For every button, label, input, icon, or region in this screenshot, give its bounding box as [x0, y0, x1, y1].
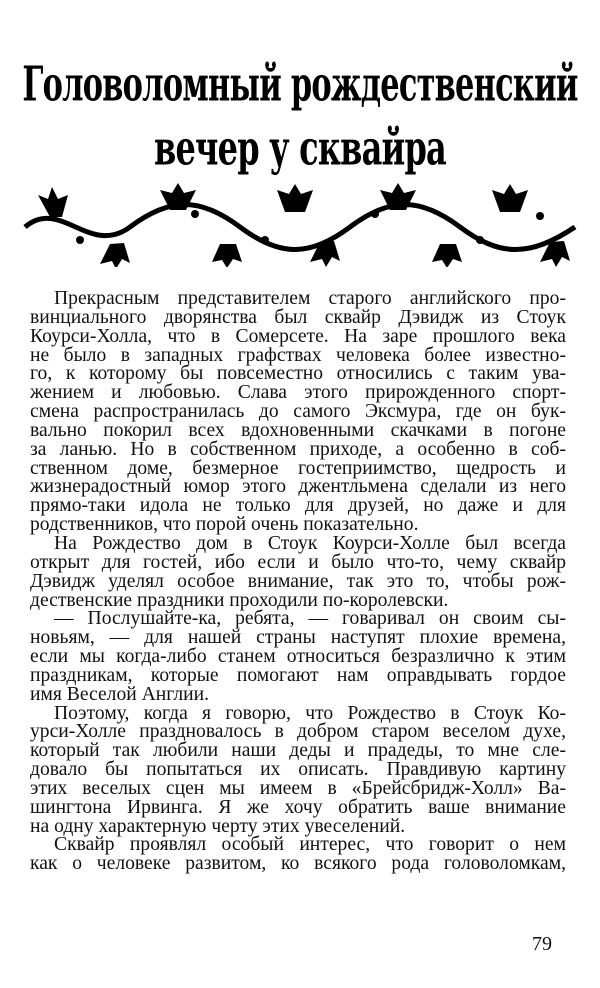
- text-line: Сквайр проявлял особый интерес, что говорит о нем: [54, 834, 566, 856]
- text-line: жением и любовью. Слава этого прирожденного спорт-: [30, 382, 566, 404]
- paragraph: [30, 836, 566, 874]
- text-line: как о человеке развитом, ко всякого рода головоломкам,: [30, 853, 566, 875]
- text-line: не было в западных графствах человека более известно-: [30, 344, 566, 366]
- body-text: [30, 290, 566, 874]
- text-line: вально покорил всех вдохновенными скачками в погоне: [30, 419, 566, 441]
- text-line: открыт для гостей, ибо если и было что-то, чему сквайр: [30, 551, 566, 573]
- text-line: если мы когда-либо станем относиться безразлично к этим: [30, 646, 566, 668]
- text-line: Дэвидж уделял особое внимание, так это то, чтобы рож-: [30, 570, 566, 592]
- text-line: — Послушайте-ка, ребята, — говаривал он своим сы-: [54, 608, 566, 630]
- text-line: прямо-таки идола не только для друзей, но даже и для: [30, 495, 566, 517]
- text-line: жизнерадостный юмор этого джентльмена сделали из него: [30, 476, 566, 498]
- page-number: 79: [532, 933, 552, 955]
- text-line: который так любили наши деды и прадеды, то мне сле-: [30, 740, 566, 762]
- text-line: довало бы попытаться их описать. Правдивую картину: [30, 759, 566, 781]
- text-line: родственников, что порой очень показательно.: [30, 514, 419, 536]
- text-line: праздникам, которые помогают нам оправдывать гордое: [30, 664, 566, 686]
- text-line: смена распространилась до самого Эксмура, где он бук-: [30, 401, 566, 423]
- paragraph: [30, 290, 566, 535]
- text-line: На Рождество дом в Стоук Коурси-Холле был всегда: [54, 532, 566, 554]
- text-line: го, к которому бы повсеместно относились с таким ува-: [30, 363, 566, 385]
- text-line: урси-Холле праздновалось в добром старом веселом духе,: [30, 721, 566, 743]
- text-line: винциального дворянства был сквайр Дэвидж из Стоук: [30, 306, 566, 328]
- text-line: Поэтому, когда я говорю, что Рождество в Стоук Ко-: [54, 702, 566, 724]
- text-line: шингтона Ирвинга. Я же хочу обратить ваше внимание: [30, 796, 566, 818]
- text-line: на одну характерную черту этих увеселений.: [30, 815, 406, 837]
- paragraph: [30, 702, 566, 837]
- text-line: дественские праздники проходили по-королевски.: [30, 589, 449, 611]
- text-line: ственном доме, безмерное гостеприимство, щедрость и: [30, 457, 566, 479]
- text-line: за ланью. Но в собственном приходе, а особенно в соб-: [30, 438, 566, 460]
- text-line: Прекрасным представителем старого английского про-: [54, 288, 566, 309]
- text-line: имя Веселой Англии.: [30, 683, 209, 705]
- text-line: этих веселых сцен мы имеем в «Брейсбридж-Холл» Ва-: [30, 777, 566, 799]
- text-line: Коурси-Холла, что в Сомерсете. На заре прошлого века: [30, 325, 566, 347]
- paragraph: [30, 610, 566, 704]
- chapter-title-line-2: вечер у сквайра: [154, 120, 446, 177]
- paragraph: [30, 532, 566, 611]
- text-line: новьям, — для нашей страны наступят плохие времена,: [30, 627, 566, 649]
- vine-ornament: [20, 182, 580, 267]
- chapter-title-line-1: Головоломный рождественский: [22, 56, 578, 113]
